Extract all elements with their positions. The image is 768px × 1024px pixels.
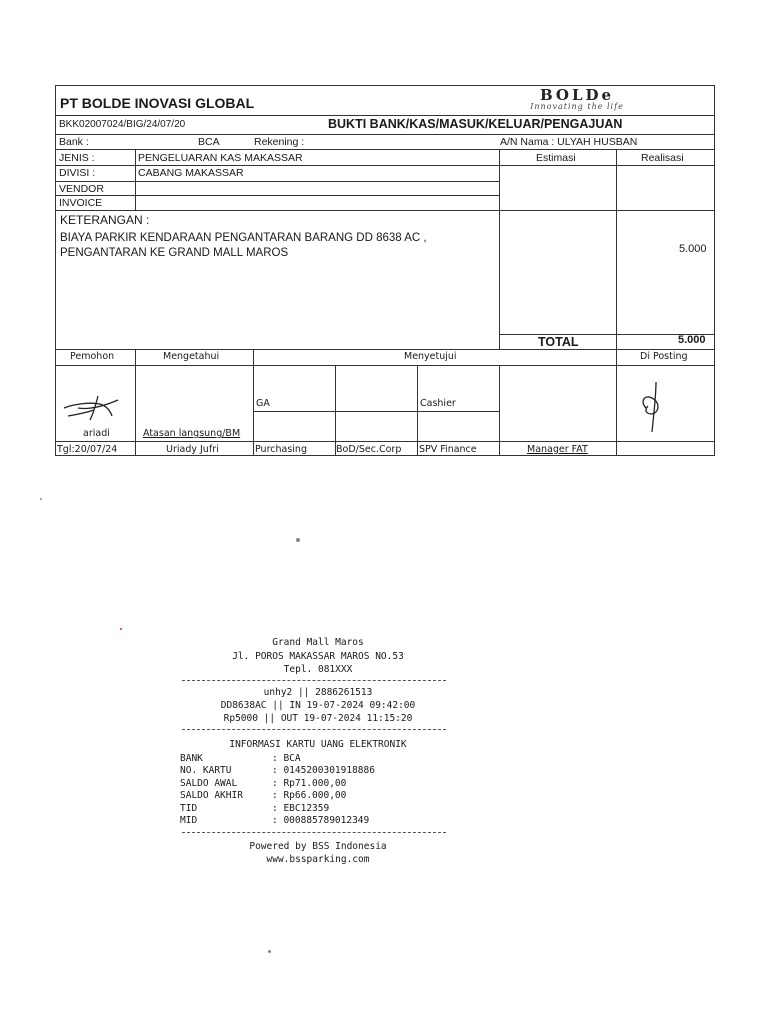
receipt-out-line: Rp5000 || OUT 19-07-2024 11:15:20	[223, 713, 413, 724]
logo-text: BOLDe	[539, 86, 615, 104]
ga-label: GA	[256, 398, 270, 409]
total-amount: 5.000	[678, 334, 706, 346]
purchasing-label: Purchasing	[255, 444, 307, 455]
receipt-website: www.bssparking.com	[266, 854, 370, 865]
scan-speck	[120, 628, 122, 630]
receipt-powered-by: Powered by BSS Indonesia	[249, 841, 387, 852]
atasan-name: Uriady Jufri	[166, 444, 219, 455]
company-logo	[502, 88, 652, 112]
receipt-divider	[182, 832, 446, 833]
receipt-row-key: MID	[180, 815, 198, 826]
pemohon-header: Pemohon	[70, 351, 115, 362]
menyetujui-header: Menyetujui	[404, 351, 457, 362]
receipt-phone: Tepl. 081XXX	[283, 664, 353, 675]
receipt-row-key: TID	[180, 803, 198, 814]
realisasi-header: Realisasi	[641, 152, 684, 164]
cashier-label: Cashier	[420, 398, 456, 409]
realisasi-amount: 5.000	[679, 243, 707, 255]
pemohon-name: ariadi	[83, 428, 110, 439]
bank-value: BCA	[198, 136, 220, 148]
receipt-in-line: DD8638AC || IN 19-07-2024 09:42:00	[220, 700, 416, 711]
diposting-signature	[634, 378, 674, 436]
account-name: A/N Nama : ULYAH HUSBAN	[500, 136, 638, 148]
jenis-label: JENIS :	[59, 152, 95, 164]
receipt-row-value: : Rp66.000,00	[272, 790, 347, 801]
spv-finance-label: SPV Finance	[419, 444, 477, 455]
expense-voucher	[55, 85, 715, 456]
pemohon-signature	[60, 386, 130, 430]
receipt-store-name: Grand Mall Maros	[272, 637, 364, 648]
keterangan-line-1: BIAYA PARKIR KENDARAAN PENGANTARAN BARANG DD 8638 AC ,	[60, 232, 427, 244]
rekening-label: Rekening :	[254, 136, 305, 148]
receipt-divider	[182, 680, 446, 681]
atasan-label: Atasan langsung/BM	[143, 428, 241, 439]
parking-receipt	[172, 628, 464, 886]
receipt-row-value: : EBC12359	[272, 803, 330, 814]
receipt-row-key: SALDO AKHIR	[180, 790, 243, 801]
scan-speck	[268, 950, 271, 953]
total-label: TOTAL	[538, 335, 579, 349]
diposting-header: Di Posting	[640, 351, 688, 362]
keterangan-label: KETERANGAN :	[60, 213, 150, 227]
receipt-row-key: BANK	[180, 753, 203, 764]
bod-label: BoD/Sec.Corp	[336, 444, 402, 455]
logo-tagline: Innovating the life	[530, 102, 624, 111]
bank-label: Bank :	[59, 136, 89, 148]
receipt-row-key: SALDO AWAL	[180, 778, 238, 789]
divisi-label: DIVISI :	[59, 167, 96, 179]
vendor-label: VENDOR	[59, 183, 104, 195]
divisi-value: CABANG MAKASSAR	[138, 167, 244, 179]
company-name: PT BOLDE INOVASI GLOBAL	[60, 95, 255, 111]
receipt-row-value: : 000885789012349	[272, 815, 370, 826]
keterangan-line-2: PENGANTARAN KE GRAND MALL MAROS	[60, 247, 289, 259]
receipt-row-key: NO. KARTU	[180, 765, 232, 776]
manager-fat-label: Manager FAT	[527, 444, 588, 455]
pemohon-date: Tgl:20/07/24	[57, 444, 118, 455]
estimasi-header: Estimasi	[536, 152, 576, 164]
receipt-row-value: : Rp71.000,00	[272, 778, 347, 789]
receipt-divider	[182, 729, 446, 730]
receipt-user-line: unhy2 || 2886261513	[263, 687, 373, 698]
scan-speck	[296, 538, 300, 542]
document-number: BKK02007024/BIG/24/07/20	[59, 119, 186, 130]
receipt-row-value: : BCA	[272, 753, 301, 764]
mengetahui-header: Mengetahui	[163, 351, 220, 362]
receipt-address: Jl. POROS MAKASSAR MAROS NO.53	[232, 651, 404, 662]
scan-speck	[40, 498, 42, 500]
invoice-label: INVOICE	[59, 197, 103, 209]
receipt-row-value: : 0145200301918886	[272, 765, 375, 776]
receipt-info-header: INFORMASI KARTU UANG ELEKTRONIK	[229, 739, 407, 750]
document-title: BUKTI BANK/KAS/MASUK/KELUAR/PENGAJUAN	[328, 117, 623, 131]
jenis-value: PENGELUARAN KAS MAKASSAR	[138, 152, 303, 164]
